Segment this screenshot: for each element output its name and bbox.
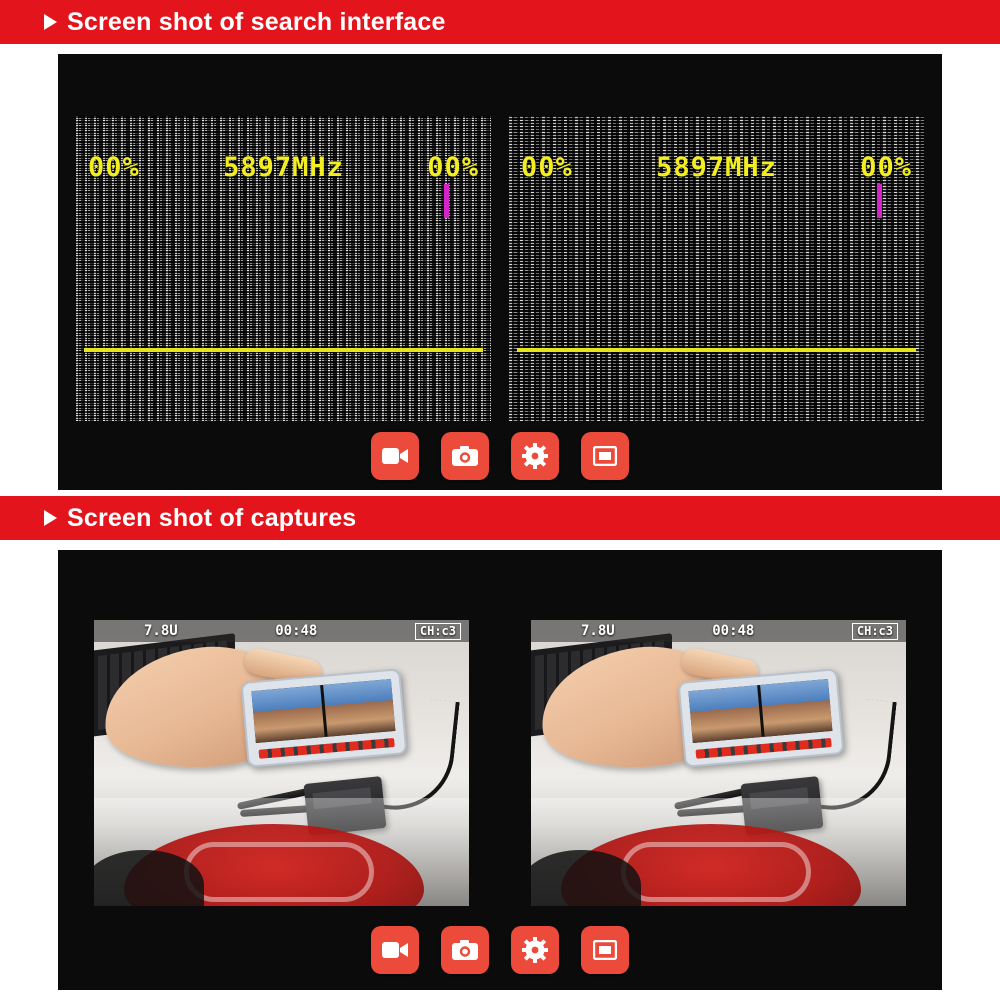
captures-panel (58, 550, 942, 990)
video-view-right[interactable] (509, 116, 924, 421)
signal-percent-left-right-view: 00% (521, 152, 573, 183)
gallery-button[interactable] (581, 926, 629, 974)
channel-cursor-left (444, 184, 449, 218)
section-title-captures: Screen shot of captures (67, 503, 357, 532)
timer-readout-left: 00:48 (275, 623, 318, 639)
triangle-right-icon (44, 14, 57, 30)
phone-object (241, 668, 408, 768)
gear-icon (522, 443, 548, 469)
phone-object (678, 668, 845, 768)
osd-overlay-right (509, 152, 924, 183)
video-camera-icon (382, 941, 408, 959)
signal-percent-right: 00% (860, 152, 912, 183)
capture-osd-left (94, 620, 469, 642)
record-video-button[interactable] (371, 432, 419, 480)
capture-osd-right (531, 620, 906, 642)
capture-view-right[interactable] (531, 620, 906, 906)
picture-in-picture-icon (593, 940, 617, 960)
triangle-right-icon (44, 510, 57, 526)
capture-views (94, 620, 906, 906)
phone-screen (251, 679, 395, 743)
frequency-readout-right: 5897MHz (656, 152, 777, 183)
search-video-views (76, 116, 924, 421)
phone-led-strip (696, 738, 832, 759)
capture-photo-right (531, 620, 906, 906)
section-title-search: Screen shot of search interface (67, 7, 446, 36)
timer-readout-right: 00:48 (712, 623, 755, 639)
voltage-readout-left: 7.8U (144, 623, 178, 639)
signal-percent-left: 00% (88, 152, 140, 183)
capture-photo-button[interactable] (441, 432, 489, 480)
osd-overlay-left (76, 152, 491, 183)
search-interface-panel (58, 54, 942, 490)
record-video-button[interactable] (371, 926, 419, 974)
capture-photo-button[interactable] (441, 926, 489, 974)
video-view-left[interactable] (76, 116, 491, 421)
voltage-readout-right: 7.8U (581, 623, 615, 639)
search-toolbar (58, 432, 942, 480)
spectrum-baseline-left (84, 348, 483, 352)
spectrum-baseline-right (517, 348, 916, 352)
channel-readout-right: CH:c3 (852, 623, 898, 640)
signal-percent-right-left-view: 00% (427, 152, 479, 183)
settings-button[interactable] (511, 926, 559, 974)
picture-in-picture-icon (593, 446, 617, 466)
capture-photo-left (94, 620, 469, 906)
gallery-button[interactable] (581, 432, 629, 480)
camera-icon (452, 446, 478, 466)
channel-cursor-right (877, 184, 882, 218)
phone-led-strip (259, 738, 395, 759)
section-header-search (0, 0, 1000, 44)
capture-view-left[interactable] (94, 620, 469, 906)
captures-toolbar (58, 926, 942, 974)
channel-readout-left: CH:c3 (415, 623, 461, 640)
frequency-readout-left: 5897MHz (223, 152, 344, 183)
settings-button[interactable] (511, 432, 559, 480)
camera-icon (452, 940, 478, 960)
gear-icon (522, 937, 548, 963)
section-header-captures (0, 496, 1000, 540)
video-camera-icon (382, 447, 408, 465)
phone-screen (688, 679, 832, 743)
